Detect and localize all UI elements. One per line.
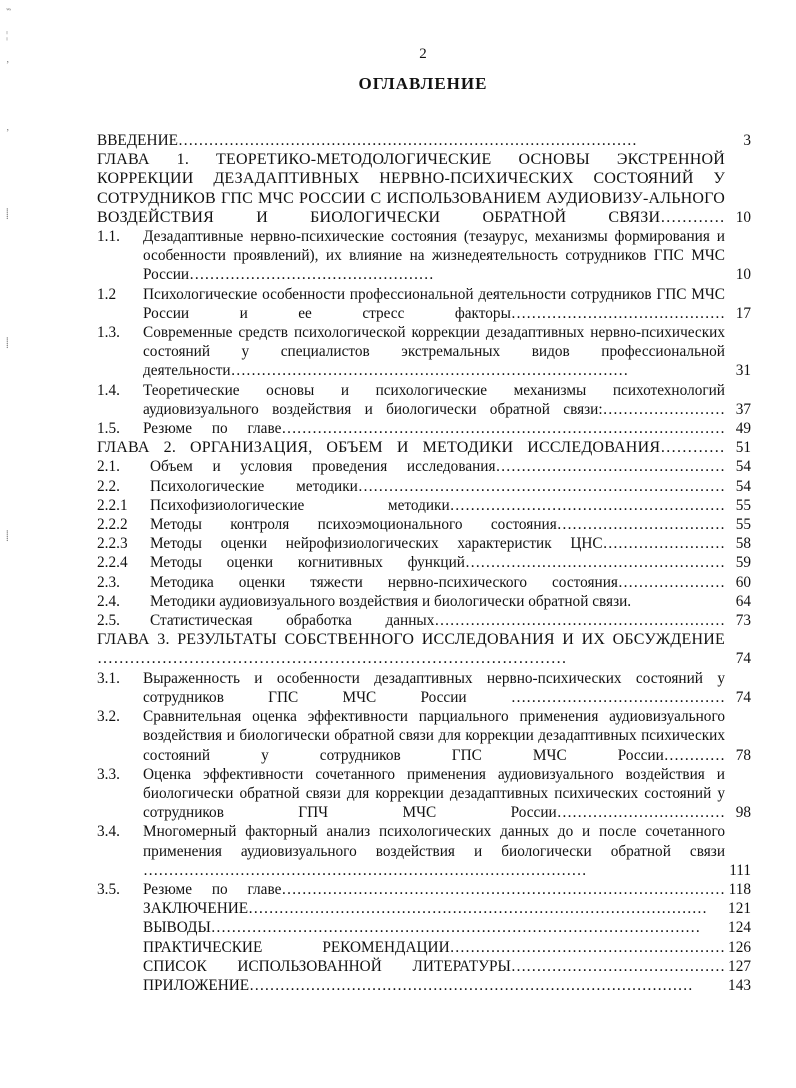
toc-entry-number: 3.4. xyxy=(97,823,120,841)
toc-page-number: 17 xyxy=(735,304,751,322)
toc-entry-number: 2.1. xyxy=(97,458,120,476)
toc-entry-2-2-3 xyxy=(97,534,755,553)
toc-entry-number: 3.1. xyxy=(97,669,120,687)
toc-entry-text: Резюме по главе…………………………………………………………………………… xyxy=(143,880,725,898)
toc-entry-text: Дезадаптивные нервно-психические состояния (тезаурус, механизмы формирования и особенности проявлений), их влияние на жизнедеятельность сотрудников ГПС МЧС России………………………………………… xyxy=(143,228,725,284)
toc-entry-text: Психологические методики……………………………………………………………… xyxy=(150,477,725,495)
toc-entry-text: Современные средств психологической коррекции дезадаптивных нервно-психических состояний у специалистов экстремальных видов профессиональной деятельности…………………………………………………………………… xyxy=(143,324,725,380)
toc-entry-number: 2.3. xyxy=(97,573,120,591)
toc-entry-text: Методики аудиовизуального воздействия и биологически обратной связи. xyxy=(150,592,632,610)
toc-entry-text: ПРИЛОЖЕНИЕ…………………………………………………………………………… xyxy=(143,976,693,994)
page-number: 2 xyxy=(419,46,427,62)
toc-page-number: 143 xyxy=(728,976,751,994)
toc-page-number: 78 xyxy=(735,746,751,764)
toc-entry-text: Теоретические основы и психологические механизмы психотехнологий аудиовизуального воздействия и биологически обратной связи:…………………… xyxy=(143,381,725,418)
toc-entry-2-1 xyxy=(97,457,755,476)
toc-entry-1-3 xyxy=(97,323,755,381)
toc-entry-1-2 xyxy=(97,285,755,323)
toc-entry-1-1 xyxy=(97,227,755,285)
toc-page-number: 10 xyxy=(735,208,751,226)
toc-entry-text: Оценка эффективности сочетанного применения аудиовизуального воздействия и биологически обратной связи для коррекции дезадаптивных психических состояний у сотрудников ГПЧ МЧС России…………………………… xyxy=(143,765,725,822)
toc-entry-3-5 xyxy=(97,880,755,899)
toc-page-number: 51 xyxy=(735,439,751,457)
toc-page-number: 58 xyxy=(735,535,751,553)
toc-entry-chapter-1 xyxy=(97,150,755,227)
toc-entry-number: 1.4. xyxy=(97,381,120,399)
toc-page-number: 74 xyxy=(735,688,751,706)
toc-entry-number: 2.2.3 xyxy=(97,535,128,553)
toc-entry-3-2 xyxy=(97,707,755,765)
toc-entry-1-4 xyxy=(97,381,755,419)
toc-entry-2-4 xyxy=(97,592,755,611)
toc-page-number: 49 xyxy=(735,420,751,438)
toc-page-number: 126 xyxy=(728,938,751,956)
toc-entry-text: Резюме по главе…………………………………………………………………………… xyxy=(143,420,725,438)
toc-entry-number: 3.3. xyxy=(97,765,120,783)
toc-entry-3-3 xyxy=(97,765,755,823)
toc-entry-text: Объем и условия проведения исследования……………………………………… xyxy=(150,458,725,476)
toc-entry-chapter-2 xyxy=(97,438,755,457)
toc-entry-number: 1.1. xyxy=(97,228,120,246)
toc-entry-text: Методы оценки нейрофизиологических характеристик ЦНС…………………… xyxy=(150,535,725,553)
toc-entry-text: ВЫВОДЫ…………………………………………………………………………………… xyxy=(143,919,701,937)
table-of-contents xyxy=(97,131,755,995)
toc-entry-2-2 xyxy=(97,477,755,496)
toc-page-number: 124 xyxy=(728,919,751,937)
toc-entry-recommendations xyxy=(97,938,755,957)
toc-page-number: 111 xyxy=(729,861,751,879)
toc-entry-number: 2.2.1 xyxy=(97,496,128,514)
toc-entry-number: 1.5. xyxy=(97,420,120,438)
toc-entry-number: 2.4. xyxy=(97,592,120,610)
toc-entry-number: 1.2 xyxy=(97,285,117,303)
toc-page-number: 55 xyxy=(735,516,751,534)
page-title: ОГЛАВЛЕНИЕ xyxy=(358,74,488,93)
toc-page-number: 54 xyxy=(735,458,751,476)
toc-page-number: 74 xyxy=(735,650,751,668)
toc-entry-2-3 xyxy=(97,573,755,592)
toc-page-number: 121 xyxy=(728,900,751,918)
toc-entry-text: ПРАКТИЧЕСКИЕ РЕКОМЕНДАЦИИ……………………………………………… xyxy=(143,938,725,956)
toc-page-number: 64 xyxy=(735,592,751,610)
toc-entry-3-4 xyxy=(97,822,755,880)
toc-page-number: 73 xyxy=(735,612,751,630)
toc-entry-findings xyxy=(97,918,755,937)
toc-page-number: 98 xyxy=(735,804,751,822)
toc-entry-number: 2.2.2 xyxy=(97,516,128,534)
toc-page-number: 59 xyxy=(735,554,751,572)
toc-page-number: 3 xyxy=(743,132,751,149)
toc-entry-conclusion xyxy=(97,899,755,918)
toc-entry-3-1 xyxy=(97,669,755,707)
toc-page-number: 31 xyxy=(735,362,751,380)
toc-page-number: 127 xyxy=(728,957,751,975)
toc-entry-text: Многомерный факторный анализ психологических данных до и после сочетанного применения аудиовизуального воздействия и биологически обратной связи …………………………………………………………………………… xyxy=(143,823,725,879)
toc-page-number: 37 xyxy=(735,400,751,418)
toc-page-number: 60 xyxy=(735,573,751,591)
margin-scan-marks: ‷ ¦ ’ ’ ⸽ ⸽ ⸽ xyxy=(6,8,12,542)
toc-entry-text: Методика оценки тяжести нервно-психического состояния………………… xyxy=(150,573,725,591)
toc-page-number: 10 xyxy=(735,266,751,284)
toc-page-number: 55 xyxy=(735,496,751,514)
toc-entry-number: 3.5. xyxy=(97,880,120,898)
toc-entry-text: ГЛАВА 3. РЕЗУЛЬТАТЫ СОБСТВЕННОГО ИССЛЕДОВАНИЯ И ИХ ОБСУЖДЕНИЕ …………………………………………………………………………… xyxy=(97,631,725,668)
toc-page-number: 54 xyxy=(735,477,751,495)
toc-entry-1-5 xyxy=(97,419,755,438)
toc-entry-text: Сравнительная оценка эффективности парциального применения аудиовизуального воздействия и биологически обратной связи для коррекции дезадаптивных психических состояний у сотрудников ГПС МЧС России………… xyxy=(143,708,725,764)
toc-entry-references xyxy=(97,957,755,976)
toc-entry-number: 3.2. xyxy=(97,708,120,726)
toc-entry-text: ГЛАВА 1. ТЕОРЕТИКО-МЕТОДОЛОГИЧЕСКИЕ ОСНОВЫ ЭКСТРЕННОЙ КОРРЕКЦИИ ДЕЗАДАПТИВНЫХ НЕРВНО-ПСИХИЧЕСКИХ СОСТОЯНИЙ У СОТРУДНИКОВ ГПС МЧС РОССИИ С ИСПОЛЬЗОВАНИЕМ АУДИОВИЗУ-АЛЬНОГО ВОЗДЕЙСТВИЯ И БИОЛОГИЧЕСКИ ОБРАТНОЙ СВЯЗИ………… xyxy=(97,151,725,226)
toc-page-number: 118 xyxy=(728,880,751,898)
toc-entry-2-2-4 xyxy=(97,553,755,572)
toc-entry-text: Методы оценки когнитивных функций…………………………………………… xyxy=(150,554,725,572)
toc-entry-text: Психофизиологические методики……………………………………………… xyxy=(150,496,725,514)
toc-entry-appendix xyxy=(97,976,755,995)
toc-entry-text: Выраженность и особенности дезадаптивных нервно-психических состояний у сотрудников ГПС МЧС России …………………………………… xyxy=(143,669,725,706)
toc-entry-2-2-1 xyxy=(97,496,755,515)
toc-entry-number: 1.3. xyxy=(97,324,120,342)
toc-entry-text: СПИСОК ИСПОЛЬЗОВАННОЙ ЛИТЕРАТУРЫ…………………………………… xyxy=(143,957,725,975)
toc-entry-2-5 xyxy=(97,611,755,630)
toc-entry-text: Психологические особенности профессиональной деятельности сотрудников ГПС МЧС России и ее стресс факторы…………………………………… xyxy=(143,285,725,322)
toc-entry-text: ВВЕДЕНИЕ……………………………………………………………………………… xyxy=(97,132,637,149)
toc-entry-number: 2.2. xyxy=(97,477,120,495)
toc-entry-introduction xyxy=(51,131,755,150)
toc-entry-number: 2.5. xyxy=(97,612,120,630)
toc-entry-text: Методы контроля психоэмоционального состояния…………………………… xyxy=(150,516,725,534)
toc-entry-chapter-3 xyxy=(97,630,755,668)
toc-entry-text: ГЛАВА 2. ОРГАНИЗАЦИЯ, ОБЪЕМ И МЕТОДИКИ ИССЛЕДОВАНИЯ………… xyxy=(97,439,725,457)
toc-entry-number: 2.2.4 xyxy=(97,554,128,572)
toc-entry-text: ЗАКЛЮЧЕНИЕ……………………………………………………………………………… xyxy=(143,900,708,918)
toc-entry-text: Статистическая обработка данных………………………………………………… xyxy=(150,612,725,630)
toc-entry-2-2-2 xyxy=(97,515,755,534)
